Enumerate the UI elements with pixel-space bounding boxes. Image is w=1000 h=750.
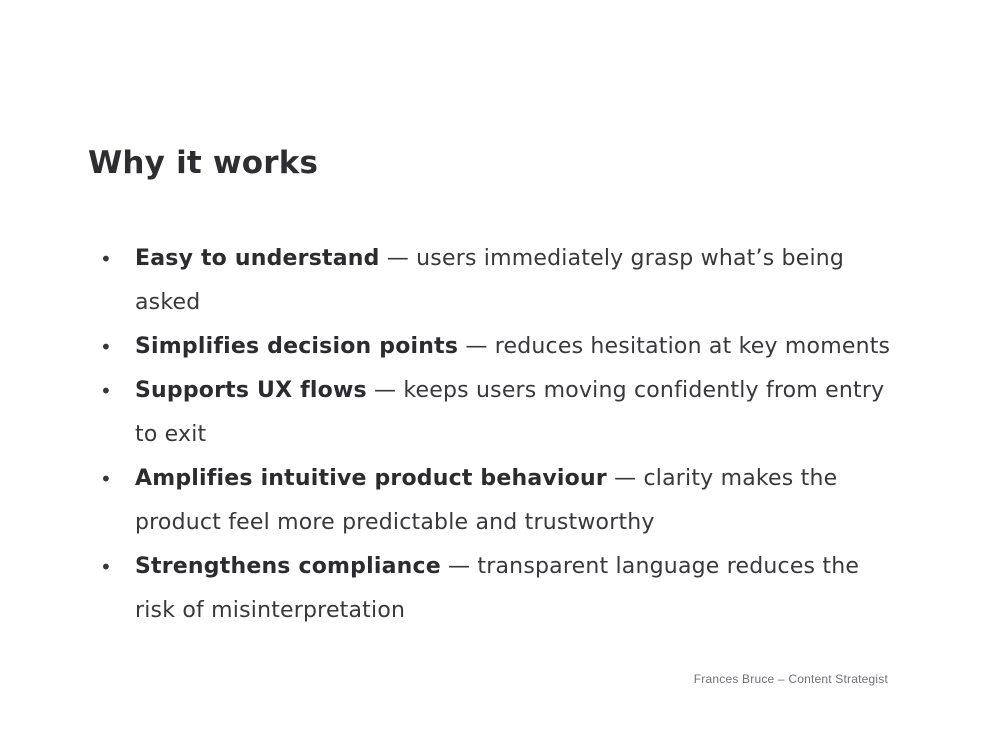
bullet-term: Easy to understand: [135, 246, 380, 271]
bullet-marker-icon: •: [100, 467, 112, 491]
bullet-line-lead: Strengthens compliance — transparent language reduces the: [135, 554, 860, 579]
bullet-term: Strengthens compliance: [135, 554, 441, 579]
bullet-marker-icon: •: [100, 555, 112, 579]
footer-credit: Frances Bruce – Content Strategist: [693, 672, 888, 686]
bullet-line-lead: Easy to understand — users immediately grasp what’s being: [135, 246, 845, 271]
bullet-line-lead: Simplifies decision points — reduces hesitation at key moments: [135, 334, 891, 359]
bullet-list: [100, 237, 920, 633]
bullet-content: [135, 325, 920, 369]
bullet-marker-icon: •: [100, 335, 112, 359]
bullet-line-lead: Amplifies intuitive product behaviour — clarity makes the: [135, 466, 838, 491]
bullet-line-continued: asked: [135, 290, 201, 315]
bullet-marker-icon: •: [100, 247, 112, 271]
bullet-term: Amplifies intuitive product behaviour: [135, 466, 607, 491]
bullet-line-continued: product feel more predictable and trustworthy: [135, 510, 655, 535]
bullet-item: [100, 325, 920, 369]
bullet-marker-icon: •: [100, 379, 112, 403]
bullet-term: Simplifies decision points: [135, 334, 459, 359]
bullet-line-continued: risk of misinterpretation: [135, 598, 406, 623]
bullet-item: [100, 369, 920, 457]
bullet-line-continued: to exit: [135, 422, 207, 447]
bullet-term: Supports UX flows: [135, 378, 367, 403]
bullet-item: [100, 545, 920, 633]
bullet-content: [135, 237, 920, 325]
bullet-line-lead: Supports UX flows — keeps users moving confidently from entry: [135, 378, 885, 403]
bullet-item: [100, 237, 920, 325]
slide-title: Why it works: [88, 145, 319, 181]
bullet-content: [135, 545, 920, 633]
bullet-item: [100, 457, 920, 545]
bullet-content: [135, 369, 920, 457]
bullet-content: [135, 457, 920, 545]
